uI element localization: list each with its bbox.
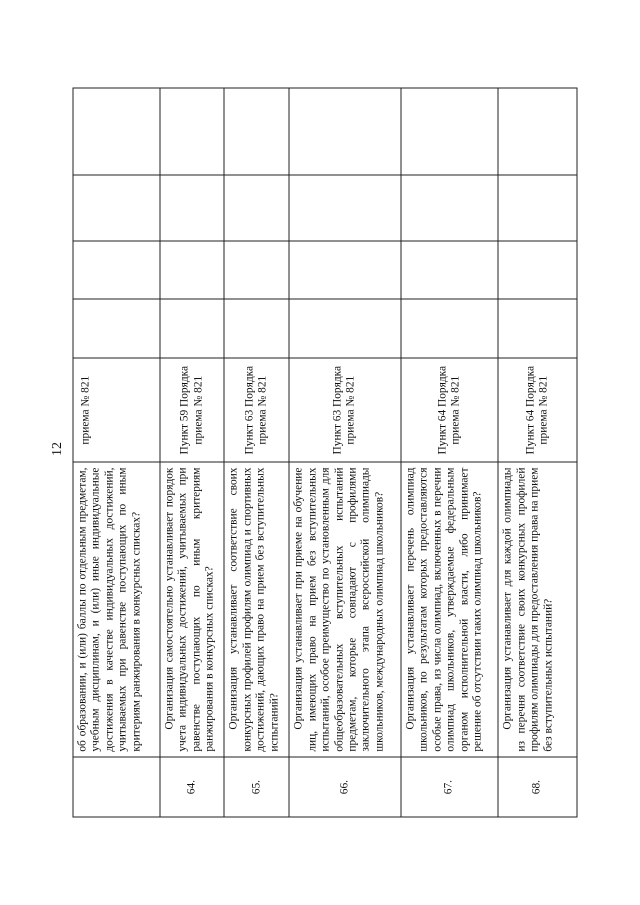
legal-reference: Пункт 63 Порядка приема № 821 (224, 357, 288, 461)
table-row (160, 88, 225, 816)
question-text: Организация устанавливает при приеме на обучение лиц, имеющих право на прием без вступительных испытаний, особое преимущество по установленным для общеобразовательных вступительных испытаний предметам, которые совпадают с профилями заключительного этапа всероссийской олимпиады школьников, международных олимпиад школьников? (289, 461, 400, 756)
empty-cell (401, 88, 498, 174)
empty-cell (289, 174, 400, 240)
empty-cell (224, 298, 288, 357)
table-row (401, 88, 499, 816)
empty-cell (224, 240, 288, 299)
page-number: 12 (50, 442, 65, 456)
checklist-table-wrapper (72, 87, 577, 817)
empty-cell (160, 298, 224, 357)
empty-cell (401, 298, 498, 357)
empty-cell (498, 174, 576, 240)
empty-cell (160, 240, 224, 299)
empty-cell (224, 88, 288, 174)
empty-cell (73, 174, 159, 240)
row-number: 66. (289, 756, 400, 816)
legal-reference: Пункт 64 Порядка приема № 821 (401, 357, 498, 461)
empty-cell (498, 240, 576, 299)
empty-cell (160, 174, 224, 240)
table-row (224, 88, 289, 816)
row-number: 68. (498, 756, 576, 816)
checklist-table (72, 87, 577, 817)
empty-cell (289, 298, 400, 357)
row-number: 64. (160, 756, 224, 816)
empty-cell (73, 240, 159, 299)
legal-reference: Пункт 63 Порядка приема № 821 (289, 357, 400, 461)
row-number: 67. (401, 756, 498, 816)
empty-cell (401, 174, 498, 240)
empty-cell (289, 240, 400, 299)
question-text: об образовании, и (или) баллы по отдельным предметам, учебным дисциплинам, и (или) иные индивидуальные достижения в качестве индивидуальных достижений, учитываемых при равенстве поступающих по иным критериям ранжирования в конкурсных списках? (73, 461, 159, 756)
empty-cell (160, 88, 224, 174)
question-text: Организация самостоятельно устанавливает порядок учета индивидуальных достижений, учитываемых при равенстве поступающих по иным критериям ранжирования в конкурсных списках? (160, 461, 224, 756)
empty-cell (498, 88, 576, 174)
row-number: 65. (224, 756, 288, 816)
legal-reference: приема № 821 (73, 357, 159, 461)
row-number (73, 756, 159, 816)
empty-cell (73, 88, 159, 174)
legal-reference: Пункт 59 Порядка приема № 821 (160, 357, 224, 461)
empty-cell (224, 174, 288, 240)
table-row (289, 88, 401, 816)
table-row (498, 88, 576, 816)
table-row (73, 88, 160, 816)
question-text: Организация устанавливает соответствие своих конкурсных профилей профилям олимпиад и спортивных достижений, дающих право на прием без вступительных испытаний? (224, 461, 288, 756)
legal-reference: Пункт 64 Порядка приема № 821 (498, 357, 576, 461)
empty-cell (289, 88, 400, 174)
empty-cell (401, 240, 498, 299)
empty-cell (498, 298, 576, 357)
question-text: Организация устанавливает для каждой олимпиады из перечня соответствие своих конкурсных профилей профилям олимпиады для предоставления права на прием без вступительных испытаний? (498, 461, 576, 756)
empty-cell (73, 298, 159, 357)
question-text: Организация устанавливает перечень олимпиад школьников, по результатам которых предоставляются особые права, из числа олимпиад, включенных в перечни олимпиад школьников, утверждаемые федеральным органом исполнительной власти, либо принимает решение об отсутствии таких олимпиад школьников? (401, 461, 498, 756)
